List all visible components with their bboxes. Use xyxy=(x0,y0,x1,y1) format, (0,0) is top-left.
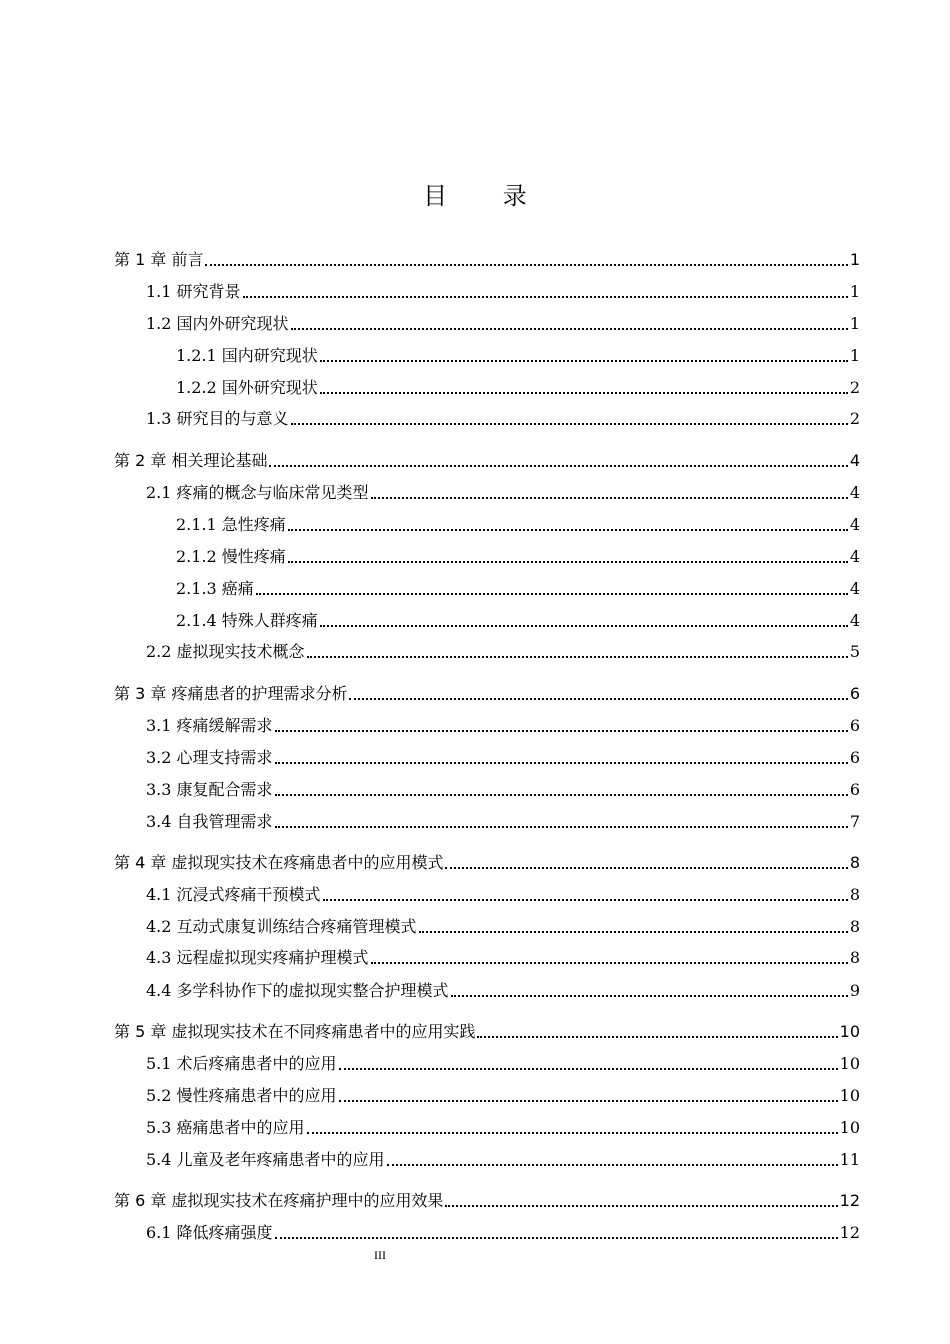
toc-entry-title: 1.1 研究背景 xyxy=(146,282,241,301)
toc-section-entry[interactable] xyxy=(146,313,860,335)
toc-entry-page-number: 4 xyxy=(849,611,860,630)
toc-entry-page-number: 8 xyxy=(849,948,860,967)
toc-entry-title: 3.2 心理支持需求 xyxy=(146,748,273,767)
toc-chapter-entry[interactable] xyxy=(114,852,860,874)
toc-entry-page-number: 10 xyxy=(839,1022,860,1041)
dot-leader xyxy=(275,1237,838,1239)
page-title: 目 录 xyxy=(423,182,551,210)
toc-subsection-entry[interactable] xyxy=(176,514,860,536)
toc-chapter-entry[interactable] xyxy=(114,683,860,705)
toc-entry-title: 第 5 章 虚拟现实技术在不同疼痛患者中的应用实践 xyxy=(114,1022,476,1041)
toc-entry-page-number: 10 xyxy=(839,1086,860,1105)
dot-leader xyxy=(445,1205,837,1207)
toc-section-entry[interactable] xyxy=(146,916,860,938)
toc-entry-title: 第 6 章 虚拟现实技术在疼痛护理中的应用效果 xyxy=(114,1191,444,1210)
toc-entry-title: 5.1 术后疼痛患者中的应用 xyxy=(146,1054,337,1073)
toc-section-entry[interactable] xyxy=(146,1222,860,1244)
toc-section-entry[interactable] xyxy=(146,408,860,430)
toc-entry-title: 第 3 章 疼痛患者的护理需求分析 xyxy=(114,684,348,703)
dot-leader xyxy=(269,465,847,467)
toc-entry-page-number: 1 xyxy=(849,314,860,333)
toc-entry-title: 3.1 疼痛缓解需求 xyxy=(146,716,273,735)
dot-leader xyxy=(291,423,848,425)
toc-entry-page-number: 7 xyxy=(849,812,860,831)
toc-entry-title: 1.2.2 国外研究现状 xyxy=(176,378,318,397)
toc-entry-page-number: 6 xyxy=(849,780,860,799)
dot-leader xyxy=(256,593,848,595)
toc-subsection-entry[interactable] xyxy=(176,578,860,600)
toc-entry-page-number: 12 xyxy=(839,1223,860,1242)
toc-subsection-entry[interactable] xyxy=(176,546,860,568)
toc-entry-page-number: 1 xyxy=(849,250,860,269)
toc-section-entry[interactable] xyxy=(146,1149,860,1171)
toc-entry-title: 2.1.2 慢性疼痛 xyxy=(176,547,286,566)
toc-entry-page-number: 6 xyxy=(849,684,860,703)
toc-entry-title: 1.2.1 国内研究现状 xyxy=(176,346,318,365)
toc-section-entry[interactable] xyxy=(146,884,860,906)
toc-entry-page-number: 6 xyxy=(849,716,860,735)
dot-leader xyxy=(445,867,847,869)
dot-leader xyxy=(477,1036,837,1038)
dot-leader xyxy=(349,698,847,700)
toc-section-entry[interactable] xyxy=(146,281,860,303)
toc-subsection-entry[interactable] xyxy=(176,377,860,399)
toc-entry-title: 第 2 章 相关理论基础 xyxy=(114,451,268,470)
toc-chapter-entry[interactable] xyxy=(114,249,860,271)
dot-leader xyxy=(205,264,847,266)
toc-entry-page-number: 8 xyxy=(849,917,860,936)
toc-section-entry[interactable] xyxy=(146,1053,860,1075)
toc-entry-page-number: 10 xyxy=(839,1118,860,1137)
toc-chapter-entry[interactable] xyxy=(114,450,860,472)
toc-entry-page-number: 2 xyxy=(849,409,860,428)
toc-entry-page-number: 4 xyxy=(849,547,860,566)
toc-entry-title: 3.4 自我管理需求 xyxy=(146,812,273,831)
toc-entry-title: 4.3 远程虚拟现实疼痛护理模式 xyxy=(146,948,369,967)
toc-entry-title: 第 1 章 前言 xyxy=(114,250,204,269)
dot-leader xyxy=(451,995,848,997)
toc-entry-title: 5.4 儿童及老年疼痛患者中的应用 xyxy=(146,1150,385,1169)
dot-leader xyxy=(288,529,848,531)
toc-entry-page-number: 5 xyxy=(849,642,860,661)
toc-entry-page-number: 4 xyxy=(849,515,860,534)
toc-entry-title: 6.1 降低疼痛强度 xyxy=(146,1223,273,1242)
dot-leader xyxy=(371,497,848,499)
dot-leader xyxy=(288,561,848,563)
page-number-footer: III xyxy=(374,1248,386,1262)
toc-subsection-entry[interactable] xyxy=(176,610,860,632)
toc-entry-page-number: 8 xyxy=(849,853,860,872)
dot-leader xyxy=(419,931,848,933)
dot-leader xyxy=(307,656,848,658)
dot-leader xyxy=(320,625,848,627)
dot-leader xyxy=(323,899,848,901)
toc-entry-title: 2.1.1 急性疼痛 xyxy=(176,515,286,534)
toc-section-entry[interactable] xyxy=(146,947,860,969)
dot-leader xyxy=(320,360,848,362)
toc-entry-title: 2.1 疼痛的概念与临床常见类型 xyxy=(146,483,369,502)
toc-chapter-entry[interactable] xyxy=(114,1021,860,1043)
dot-leader xyxy=(371,962,848,964)
dot-leader xyxy=(275,730,848,732)
toc-entry-title: 1.2 国内外研究现状 xyxy=(146,314,289,333)
toc-section-entry[interactable] xyxy=(146,1085,860,1107)
toc-entry-title: 2.2 虚拟现实技术概念 xyxy=(146,642,305,661)
dot-leader xyxy=(339,1068,838,1070)
dot-leader xyxy=(291,328,848,330)
toc-section-entry[interactable] xyxy=(146,747,860,769)
toc-entry-page-number: 9 xyxy=(849,981,860,1000)
dot-leader xyxy=(243,296,848,298)
dot-leader xyxy=(387,1164,838,1166)
dot-leader xyxy=(275,762,848,764)
toc-entry-page-number: 1 xyxy=(849,282,860,301)
toc-entry-page-number: 10 xyxy=(839,1054,860,1073)
toc-section-entry[interactable] xyxy=(146,779,860,801)
toc-section-entry[interactable] xyxy=(146,715,860,737)
toc-entry-title: 1.3 研究目的与意义 xyxy=(146,409,289,428)
toc-entry-page-number: 12 xyxy=(839,1191,860,1210)
toc-entry-page-number: 8 xyxy=(849,885,860,904)
toc-entry-page-number: 4 xyxy=(849,483,860,502)
toc-entry-page-number: 11 xyxy=(839,1150,860,1169)
dot-leader xyxy=(307,1132,838,1134)
dot-leader xyxy=(275,826,848,828)
toc-entry-title: 5.2 慢性疼痛患者中的应用 xyxy=(146,1086,337,1105)
toc-section-entry[interactable] xyxy=(146,980,860,1002)
toc-entry-title: 5.3 癌痛患者中的应用 xyxy=(146,1118,305,1137)
toc-entry-title: 2.1.3 癌痛 xyxy=(176,579,254,598)
toc-chapter-entry[interactable] xyxy=(114,1190,860,1212)
toc-section-entry[interactable] xyxy=(146,811,860,833)
dot-leader xyxy=(339,1100,838,1102)
toc-section-entry[interactable] xyxy=(146,641,860,663)
toc-entry-page-number: 2 xyxy=(849,378,860,397)
dot-leader xyxy=(275,794,848,796)
toc-entry-page-number: 6 xyxy=(849,748,860,767)
toc-entry-title: 4.4 多学科协作下的虚拟现实整合护理模式 xyxy=(146,981,449,1000)
toc-entry-title: 2.1.4 特殊人群疼痛 xyxy=(176,611,318,630)
toc-entry-page-number: 4 xyxy=(849,451,860,470)
toc-entry-title: 第 4 章 虚拟现实技术在疼痛患者中的应用模式 xyxy=(114,853,444,872)
toc-entry-page-number: 1 xyxy=(849,346,860,365)
toc-entry-title: 3.3 康复配合需求 xyxy=(146,780,273,799)
toc-entry-title: 4.1 沉浸式疼痛干预模式 xyxy=(146,885,321,904)
toc-subsection-entry[interactable] xyxy=(176,345,860,367)
toc-entry-page-number: 4 xyxy=(849,579,860,598)
dot-leader xyxy=(320,392,848,394)
toc-section-entry[interactable] xyxy=(146,1117,860,1139)
toc-entry-title: 4.2 互动式康复训练结合疼痛管理模式 xyxy=(146,917,417,936)
toc-section-entry[interactable] xyxy=(146,482,860,504)
